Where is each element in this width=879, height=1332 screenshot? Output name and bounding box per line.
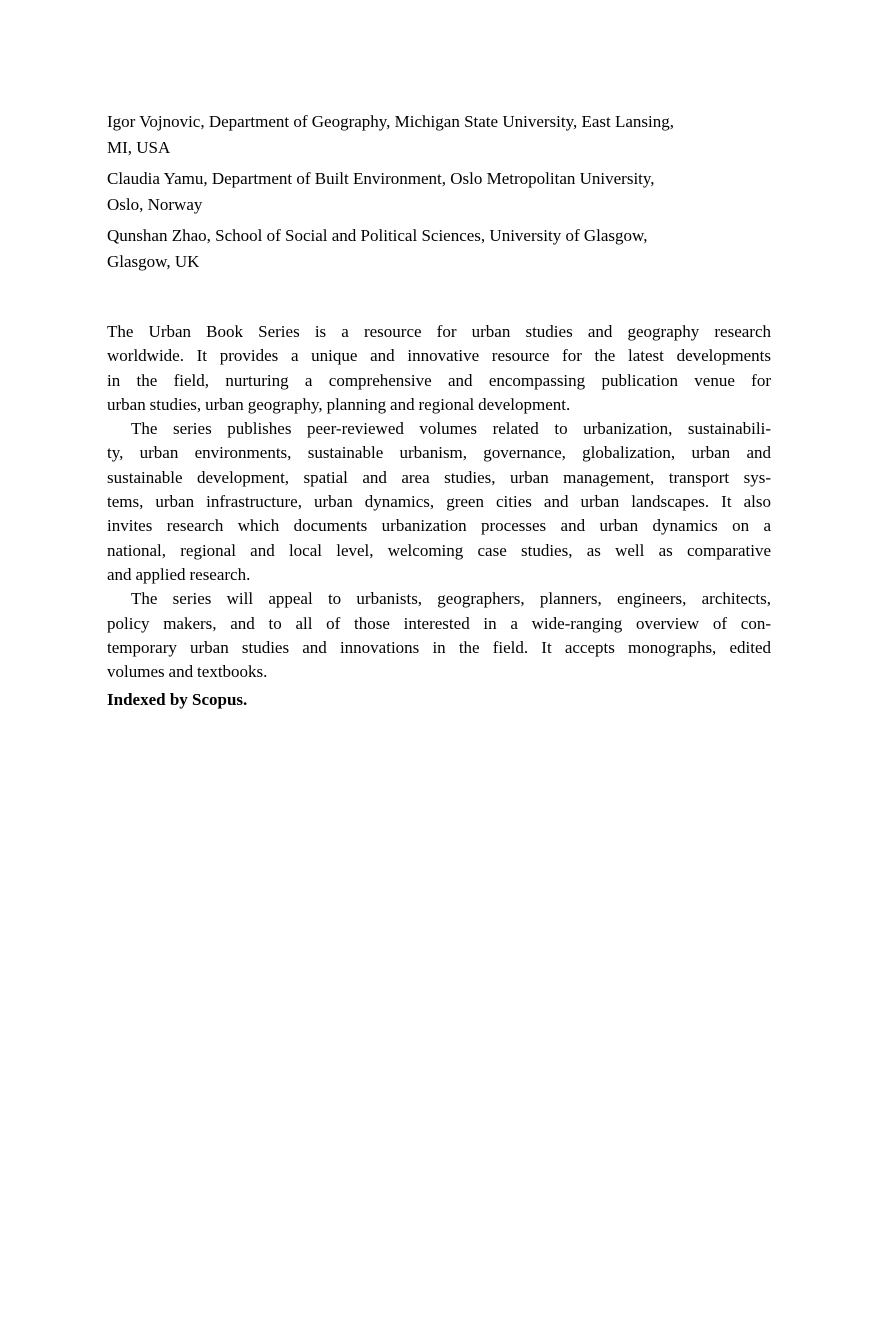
paragraph (107, 587, 771, 684)
text-line: The series will appeal to urbanists, geographers, planners, engineers, architects, (131, 589, 771, 609)
indexed-by-note: Indexed by Scopus. (107, 690, 248, 710)
text-line: worldwide. It provides a unique and innovative resource for the latest developments (107, 346, 771, 366)
editor-line: Qunshan Zhao, School of Social and Political Sciences, University of Glasgow, (107, 226, 648, 245)
editor-entry (107, 166, 771, 217)
text-line: The series publishes peer-reviewed volumes related to urbanization, sustainabili- (131, 419, 771, 439)
editor-line: Claudia Yamu, Department of Built Environment, Oslo Metropolitan University, (107, 169, 655, 188)
editor-entry (107, 109, 771, 160)
text-line: tems, urban infrastructure, urban dynamics, green cities and urban landscapes. It also (107, 492, 771, 512)
text-line: urban studies, urban geography, planning and regional development. (107, 394, 571, 414)
paragraph (107, 320, 771, 417)
text-line: ty, urban environments, sustainable urbanism, governance, globalization, urban and (107, 443, 771, 463)
text-line: volumes and textbooks. (107, 662, 268, 682)
text-line: sustainable development, spatial and area studies, urban management, transport sys- (107, 467, 771, 487)
text-line: temporary urban studies and innovations in the field. It accepts monographs, edited (107, 637, 771, 657)
text-line: invites research which documents urbanization processes and urban dynamics on a (107, 516, 771, 536)
editor-line: Glasgow, UK (107, 251, 200, 271)
paragraph (107, 417, 771, 587)
text-line: and applied research. (107, 564, 251, 584)
editor-entry (107, 223, 771, 274)
text-line: in the field, nurturing a comprehensive and encompassing publication venue for (107, 370, 771, 390)
text-line: national, regional and local level, welcoming case studies, as well as comparative (107, 540, 771, 560)
series-description (107, 320, 771, 684)
series-editors-list (107, 109, 771, 274)
editor-line: Oslo, Norway (107, 194, 203, 214)
editor-line: MI, USA (107, 137, 171, 157)
text-line: The Urban Book Series is a resource for urban studies and geography research (107, 322, 771, 341)
editor-line: Igor Vojnovic, Department of Geography, Michigan State University, East Lansing, (107, 112, 675, 131)
text-line: policy makers, and to all of those interested in a wide-ranging overview of con- (107, 613, 771, 633)
